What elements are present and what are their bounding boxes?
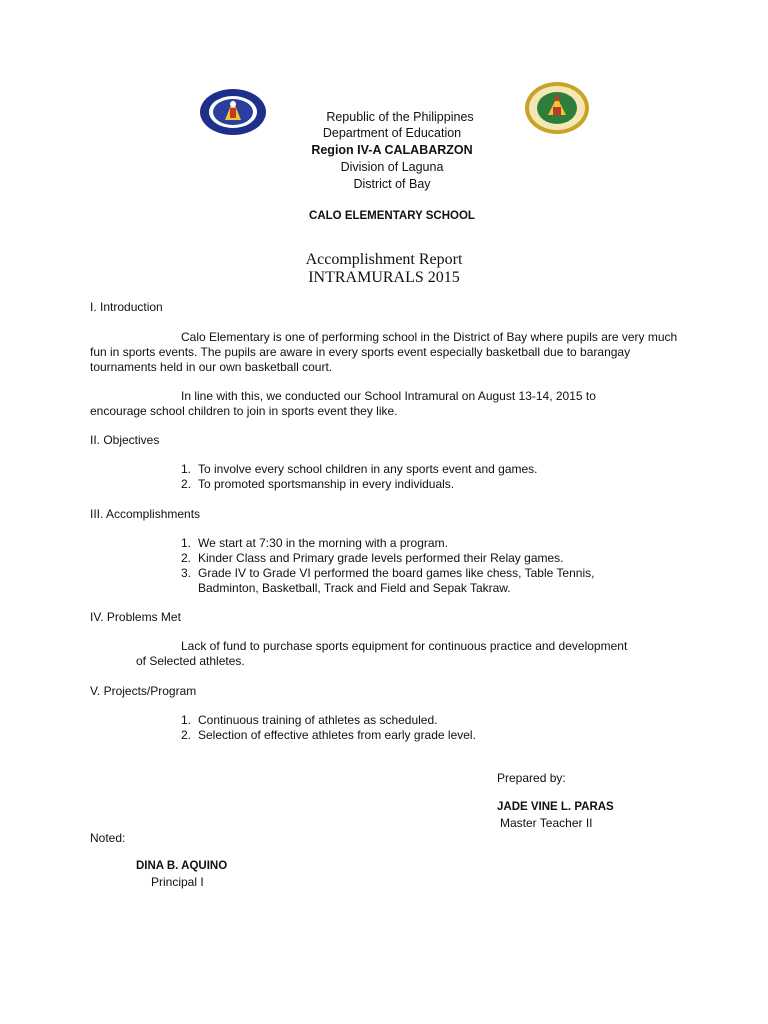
noter-name: DINA B. AQUINO — [136, 860, 228, 872]
objective-item-1: 1. To involve every school children in any sports event and games. — [181, 462, 538, 476]
project-item-1: 1. Continuous training of athletes as scheduled. — [181, 713, 438, 727]
noter-title: Principal I — [151, 875, 204, 889]
prepared-by-label: Prepared by: — [497, 771, 566, 785]
intro-heading: I. Introduction — [90, 300, 163, 314]
project-item-2: 2. Selection of effective athletes from early grade level. — [181, 728, 476, 742]
accomplishments-heading: III. Accomplishments — [90, 507, 201, 521]
problems-heading: IV. Problems Met — [90, 610, 181, 624]
header-department: Department of Education — [322, 126, 462, 140]
objectives-heading: II. Objectives — [90, 433, 160, 447]
preparer-name: JADE VINE L. PARAS — [497, 801, 614, 813]
header-region: Region IV-A CALABARZON — [311, 143, 473, 157]
accomplishment-item-3: 3. Grade IV to Grade VI performed the board games like chess, Table Tennis, — [181, 566, 595, 580]
intro-paragraph-1: Calo Elementary is one of performing school in the District of Bay where pupils are very much fun in sports events. The pupils are aware in every sports event especially basketball due to barangay tournaments held in our own basketball court. — [90, 330, 678, 374]
deped-seal-logo — [199, 88, 267, 136]
noted-label: Noted: — [90, 831, 126, 845]
header-division: Division of Laguna — [340, 160, 444, 174]
school-seal-logo — [524, 81, 590, 135]
preparer-title: Master Teacher II — [500, 816, 593, 830]
accomplishment-item-1: 1. We start at 7:30 in the morning with a program. — [181, 536, 448, 550]
report-title: Accomplishment Report — [305, 251, 463, 268]
header-district: District of Bay — [353, 177, 431, 191]
problems-line-2: of Selected athletes. — [136, 654, 245, 668]
header-republic: Republic of the Philippines — [326, 110, 474, 124]
projects-heading: V. Projects/Program — [90, 684, 197, 698]
objective-item-2: 2. To promoted sportsmanship in every individuals. — [181, 477, 455, 491]
accomplishment-item-2: 2. Kinder Class and Primary grade levels performed their Relay games. — [181, 551, 564, 565]
intro-paragraph-2: In line with this, we conducted our School Intramural on August 13-14, 2015 to encourage school children to join in sports event they like. — [90, 389, 596, 418]
report-subtitle: INTRAMURALS 2015 — [308, 269, 460, 286]
accomplishment-item-3-continued: Badminton, Basketball, Track and Field and Sepak Takraw. — [198, 581, 511, 595]
problems-line-1: Lack of fund to purchase sports equipment for continuous practice and development — [181, 639, 628, 653]
header-school-name: CALO ELEMENTARY SCHOOL — [309, 210, 475, 222]
